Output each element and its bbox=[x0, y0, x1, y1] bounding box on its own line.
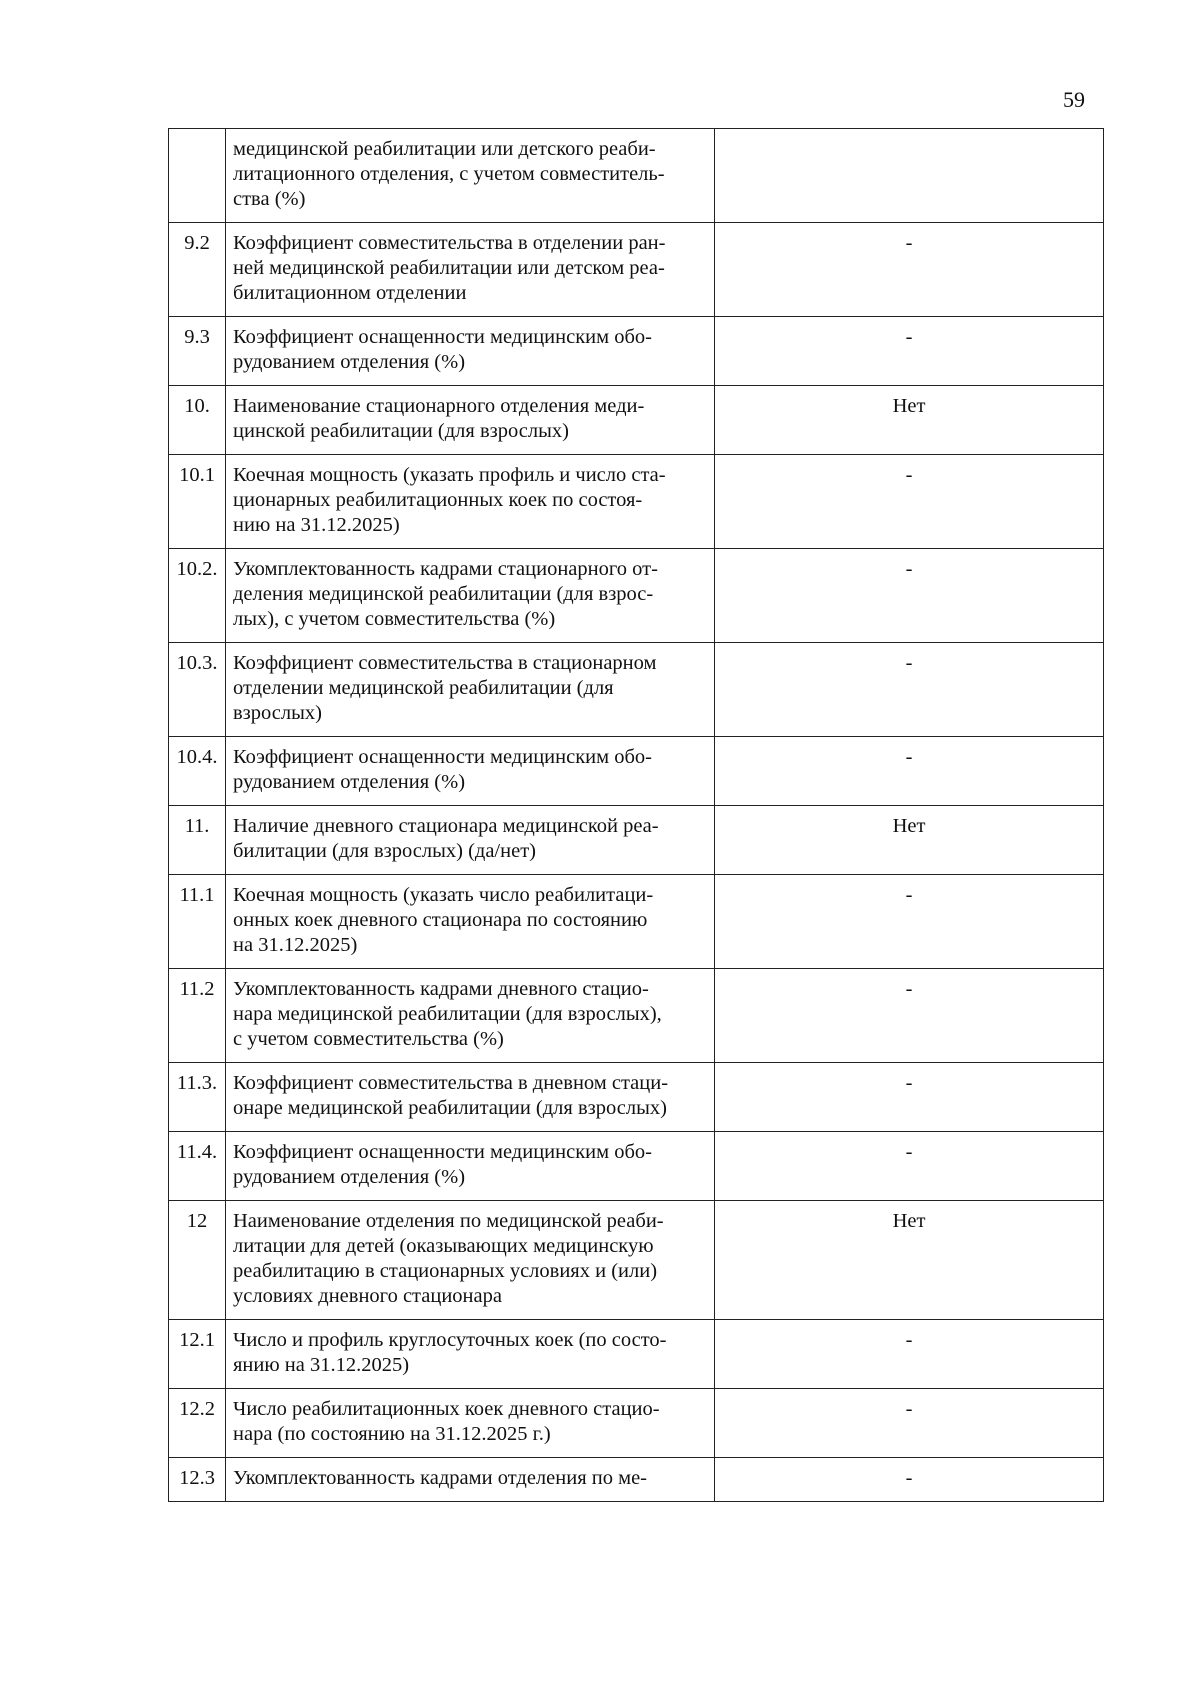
indicator-line: нию на 31.12.2025) bbox=[233, 514, 400, 536]
indicator-line: взрослых) bbox=[233, 702, 322, 724]
indicator-line: Коечная мощность (указать профиль и число ста- bbox=[233, 464, 666, 486]
indicator-value-cell: - bbox=[715, 549, 1104, 643]
indicator-line: Укомплектованность кадрами отделения по ме- bbox=[233, 1467, 647, 1489]
table-row bbox=[169, 317, 1104, 386]
indicator-line: отделении медицинской реабилитации (для bbox=[233, 677, 614, 699]
indicator-name-cell bbox=[226, 317, 715, 386]
table-row bbox=[169, 806, 1104, 875]
indicator-line: билитационном отделении bbox=[233, 282, 467, 304]
indicator-name-cell bbox=[226, 129, 715, 223]
indicator-line: Коэффициент совместительства в отделении ран- bbox=[233, 232, 666, 254]
indicator-line: Число реабилитационных коек дневного стацио- bbox=[233, 1398, 660, 1420]
row-number-cell: 10.4. bbox=[169, 737, 226, 806]
row-number-cell: 12.3 bbox=[169, 1458, 226, 1502]
indicator-value-cell: - bbox=[715, 223, 1104, 317]
indicator-line: рудованием отделения (%) bbox=[233, 1166, 466, 1188]
indicator-line: Наименование отделения по медицинской реаби- bbox=[233, 1210, 664, 1232]
indicator-value-cell: - bbox=[715, 1389, 1104, 1458]
row-number-cell: 12 bbox=[169, 1201, 226, 1320]
table-row bbox=[169, 737, 1104, 806]
indicator-name-cell bbox=[226, 643, 715, 737]
indicator-name-cell bbox=[226, 223, 715, 317]
row-number-cell: 10. bbox=[169, 386, 226, 455]
indicator-value-cell: - bbox=[715, 455, 1104, 549]
indicator-value-cell: - bbox=[715, 969, 1104, 1063]
indicator-line: медицинской реабилитации или детского реаби- bbox=[233, 138, 656, 160]
table-row bbox=[169, 875, 1104, 969]
indicator-line: Коэффициент оснащенности медицинским обо- bbox=[233, 1141, 653, 1163]
indicator-name-cell bbox=[226, 1320, 715, 1389]
row-number-cell: 11.3. bbox=[169, 1063, 226, 1132]
row-number-cell: 11.1 bbox=[169, 875, 226, 969]
indicator-line: Укомплектованность кадрами стационарного от- bbox=[233, 558, 658, 580]
indicator-value-cell: - bbox=[715, 1458, 1104, 1502]
indicator-name-cell bbox=[226, 1458, 715, 1502]
table-row bbox=[169, 549, 1104, 643]
indicator-value-cell: - bbox=[715, 317, 1104, 386]
indicator-value-cell: - bbox=[715, 737, 1104, 806]
indicator-line: литационного отделения, с учетом совместитель- bbox=[233, 163, 665, 185]
table-body bbox=[169, 129, 1104, 1502]
indicator-line: билитации (для взрослых) (да/нет) bbox=[233, 840, 536, 862]
indicator-line: Укомплектованность кадрами дневного стацио- bbox=[233, 978, 649, 1000]
row-number-cell: 11.2 bbox=[169, 969, 226, 1063]
indicator-line: на 31.12.2025) bbox=[233, 934, 358, 956]
row-number-cell: 9.2 bbox=[169, 223, 226, 317]
indicator-line: с учетом совместительства (%) bbox=[233, 1028, 504, 1050]
indicator-name-cell bbox=[226, 1063, 715, 1132]
indicator-name-cell bbox=[226, 549, 715, 643]
table-row bbox=[169, 455, 1104, 549]
table-row bbox=[169, 129, 1104, 223]
indicator-value-cell: Нет bbox=[715, 806, 1104, 875]
table-row bbox=[169, 1063, 1104, 1132]
indicator-name-cell bbox=[226, 875, 715, 969]
indicator-line: ства (%) bbox=[233, 188, 306, 210]
table-row bbox=[169, 643, 1104, 737]
table-row bbox=[169, 1458, 1104, 1502]
indicator-value-cell: - bbox=[715, 1132, 1104, 1201]
indicator-name-cell bbox=[226, 1132, 715, 1201]
indicator-line: нара медицинской реабилитации (для взрослых), bbox=[233, 1003, 662, 1025]
indicator-line: цинской реабилитации (для взрослых) bbox=[233, 420, 569, 442]
row-number-cell: 12.2 bbox=[169, 1389, 226, 1458]
indicator-line: рудованием отделения (%) bbox=[233, 771, 466, 793]
indicator-line: условиях дневного стационара bbox=[233, 1285, 502, 1307]
indicator-line: Число и профиль круглосуточных коек (по состо- bbox=[233, 1329, 667, 1351]
indicator-line: Наличие дневного стационара медицинской реа- bbox=[233, 815, 659, 837]
indicator-line: Наименование стационарного отделения меди- bbox=[233, 395, 645, 417]
page-number: 59 bbox=[1063, 87, 1085, 112]
table-row bbox=[169, 223, 1104, 317]
table-row bbox=[169, 386, 1104, 455]
indicator-line: Коэффициент оснащенности медицинским обо- bbox=[233, 746, 653, 768]
row-number-cell bbox=[169, 129, 226, 223]
indicator-value-cell: - bbox=[715, 1063, 1104, 1132]
table-row bbox=[169, 1132, 1104, 1201]
indicator-line: янию на 31.12.2025) bbox=[233, 1354, 410, 1376]
row-number-cell: 12.1 bbox=[169, 1320, 226, 1389]
indicator-value-cell: - bbox=[715, 643, 1104, 737]
indicator-line: Коэффициент совместительства в дневном стаци- bbox=[233, 1072, 669, 1094]
indicator-name-cell bbox=[226, 386, 715, 455]
indicator-line: лых), с учетом совместительства (%) bbox=[233, 608, 556, 630]
indicator-line: литации для детей (оказывающих медицинскую bbox=[233, 1235, 654, 1257]
table-row bbox=[169, 1389, 1104, 1458]
indicator-line: Коэффициент оснащенности медицинским обо- bbox=[233, 326, 653, 348]
indicator-line: онных коек дневного стационара по состоянию bbox=[233, 909, 648, 931]
indicators-table bbox=[168, 128, 1104, 1502]
table-row bbox=[169, 1320, 1104, 1389]
row-number-cell: 9.3 bbox=[169, 317, 226, 386]
indicator-value-cell: - bbox=[715, 1320, 1104, 1389]
row-number-cell: 10.2. bbox=[169, 549, 226, 643]
indicator-line: реабилитацию в стационарных условиях и (или) bbox=[233, 1260, 658, 1282]
indicator-line: деления медицинской реабилитации (для взрос- bbox=[233, 583, 654, 605]
indicator-name-cell bbox=[226, 455, 715, 549]
indicator-line: Коэффициент совместительства в стационарном bbox=[233, 652, 657, 674]
row-number-cell: 10.1 bbox=[169, 455, 226, 549]
indicator-line: рудованием отделения (%) bbox=[233, 351, 466, 373]
table-row bbox=[169, 969, 1104, 1063]
indicator-value-cell: - bbox=[715, 875, 1104, 969]
row-number-cell: 10.3. bbox=[169, 643, 226, 737]
indicator-line: ционарных реабилитационных коек по состоя- bbox=[233, 489, 643, 511]
indicator-name-cell bbox=[226, 806, 715, 875]
indicator-line: онаре медицинской реабилитации (для взрослых) bbox=[233, 1097, 667, 1119]
indicator-name-cell bbox=[226, 1201, 715, 1320]
indicator-value-cell bbox=[715, 129, 1104, 223]
row-number-cell: 11. bbox=[169, 806, 226, 875]
indicator-line: ней медицинской реабилитации или детском реа- bbox=[233, 257, 665, 279]
indicator-value-cell: Нет bbox=[715, 386, 1104, 455]
indicator-name-cell bbox=[226, 969, 715, 1063]
table-row bbox=[169, 1201, 1104, 1320]
indicator-value-cell: Нет bbox=[715, 1201, 1104, 1320]
indicator-name-cell bbox=[226, 737, 715, 806]
indicator-name-cell bbox=[226, 1389, 715, 1458]
indicator-line: нара (по состоянию на 31.12.2025 г.) bbox=[233, 1423, 551, 1445]
row-number-cell: 11.4. bbox=[169, 1132, 226, 1201]
indicator-line: Коечная мощность (указать число реабилитаци- bbox=[233, 884, 654, 906]
